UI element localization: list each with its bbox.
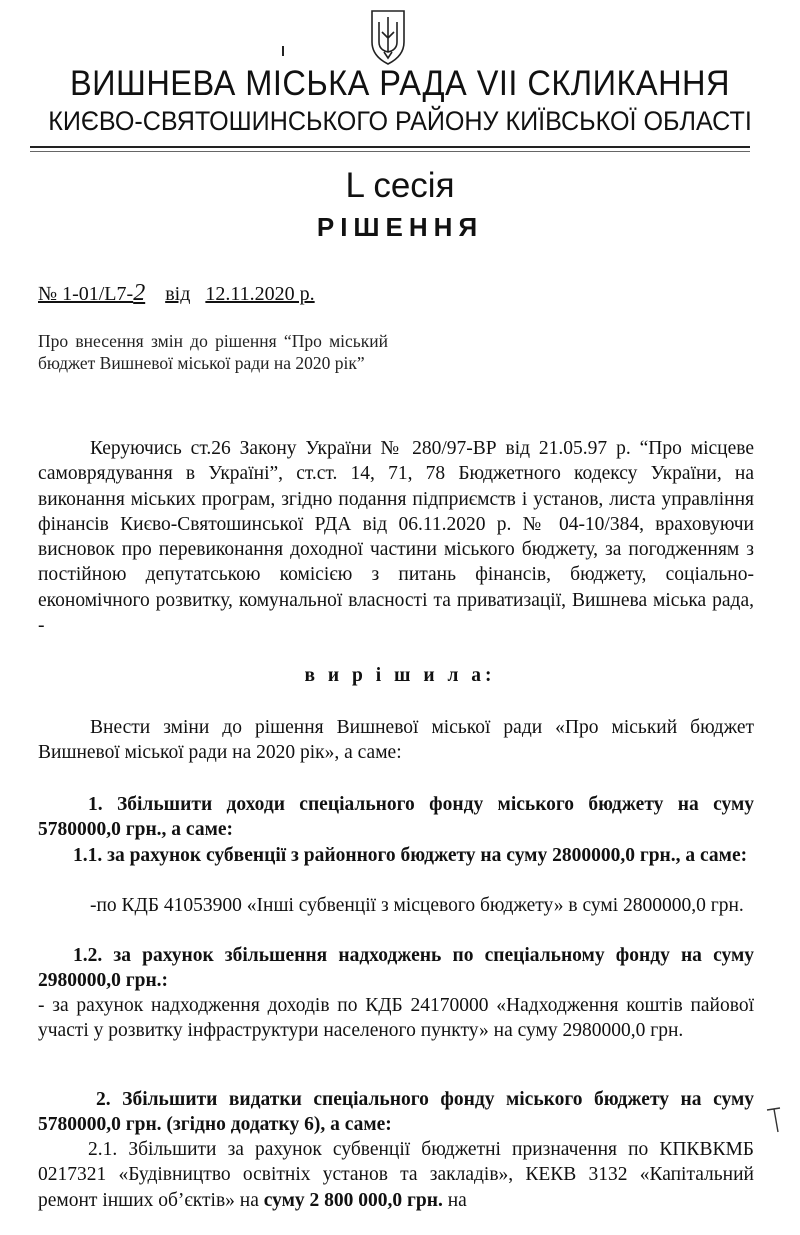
- item-1-1-text: -по КДБ 41053900 «Інші субвенції з місцевого бюджету» в сумі 2800000,0 грн.: [90, 895, 744, 916]
- item-2-1-end: на: [447, 1189, 467, 1211]
- item-2: 2. Збільшити видатки спеціального фонду міського бюджету на суму 5780000,0 грн. (згідно додатку 6), а саме:: [38, 1089, 754, 1136]
- decision-subject: Про внесення змін до рішення “Про міський бюджет Вишневої міської ради на 2020 рік”: [38, 331, 388, 373]
- item-2-1: [38, 1137, 754, 1213]
- handwritten-number: 2: [133, 280, 146, 306]
- council-title: ВИШНЕВА МІСЬКА РАДА VII СКЛИКАННЯ: [69, 64, 731, 103]
- resolved-heading: в и р і ш и л а:: [304, 665, 496, 686]
- session-title: L сесія: [345, 166, 455, 205]
- item-1-2-text: - за рахунок надходження доходів по КДБ 24170000 «Надходження коштів пайової участі у розвитку інфраструктури населеного пункту» на суму 2980000,0 грн.: [38, 995, 754, 1042]
- item-1: 1. Збільшити доходи спеціального фонду міського бюджету на суму 5780000,0 грн., а саме:: [38, 794, 754, 841]
- decision-title: РІШЕННЯ: [316, 212, 484, 242]
- trident-coat-of-arms-icon: [368, 8, 408, 66]
- handwritten-mark-icon: [764, 1106, 784, 1136]
- preamble-paragraph: Керуючись ст.26 Закону України № 280/97-ВР від 21.05.97 р. “Про місцеве самоврядування в Україні”, ст.ст. 14, 71, 78 Бюджетного кодексу України, на виконання міських програм, згідно подання підприємств і установ, листа управління фінансів Києво-Святошинської РДА від 06.11.2020 р. № 04-10/384, враховуючи висновок про перевиконання доходної частини міського бюджету, за погодженням з постійною депутатською комісією з питань фінансів, бюджету, соціально-економічного розвитку, комунальної власності та приватизації, Вишнева міська рада, -: [38, 438, 754, 637]
- council-district: КИЄВО-СВЯТОШИНСЬКОГО РАЙОНУ КИЇВСЬКОЇ ОБЛАСТІ: [48, 106, 752, 136]
- scan-mark: [282, 46, 284, 56]
- item-2-1-sum: суму 2 800 000,0 грн.: [263, 1189, 443, 1211]
- item-1-1: 1.1. за рахунок субвенції з районного бюджету на суму 2800000,0 грн., а саме:: [73, 845, 748, 866]
- item-1-2: 1.2. за рахунок збільшення надходжень по спеціальному фонду на суму 2980000,0 грн.:: [38, 945, 754, 992]
- number-from: від: [165, 283, 191, 305]
- number-prefix: № 1-01/L7-: [38, 283, 134, 305]
- item-2-1-start: 2.1. Збільшити за рахунок субвенції бюджетні призначення по КПКВКМБ 0217321 «Будівництво освітніх установ та закладів», КЕКВ 3132 «Капітальний ремонт інших об’єктів» на: [38, 1139, 754, 1211]
- intro-paragraph: Внести зміни до рішення Вишневої міської ради «Про міський бюджет Вишневої міської ради на 2020 рік», а саме:: [38, 717, 754, 764]
- header-rule-thin: [30, 151, 750, 152]
- decision-number: [38, 280, 315, 307]
- header-rule: [30, 146, 750, 148]
- decision-date: 12.11.2020 р.: [205, 283, 315, 305]
